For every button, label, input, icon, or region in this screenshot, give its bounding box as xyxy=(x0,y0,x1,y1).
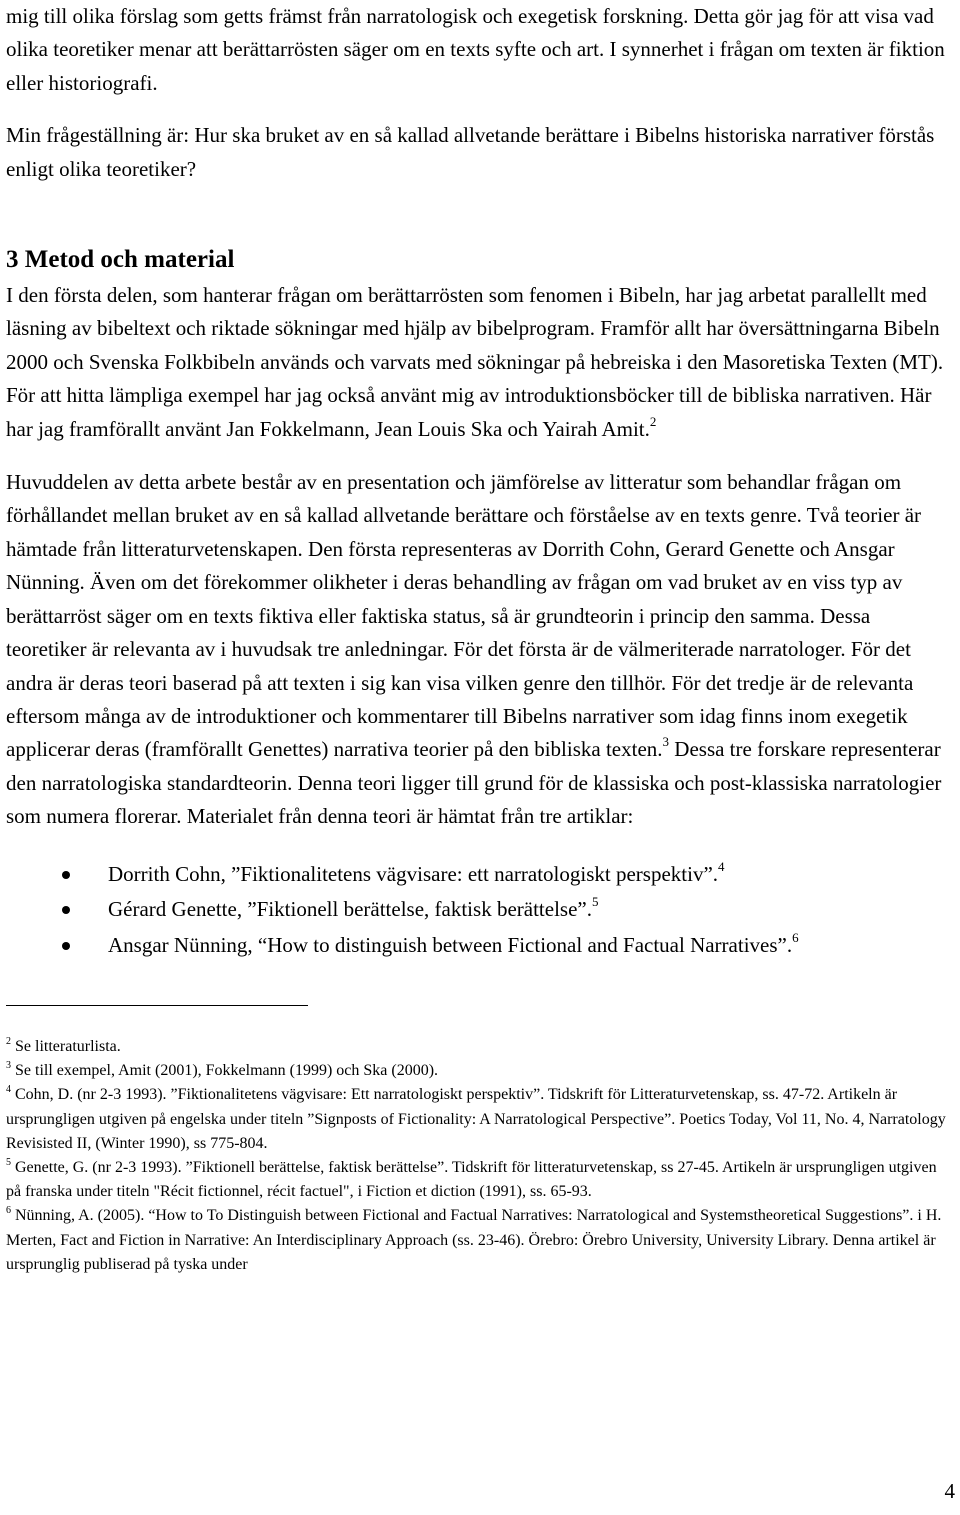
method-paragraph-2-text-a: Huvuddelen av detta arbete består av en presentation och jämförelse av litteratur som behandlar frågan om förhållandet mellan bruket av en så kallad allvetande berättare och förståelse av en texts genre. Två teorier är hämtade från litteraturvetenskapen. Den första representeras av Dorrith Cohn, Gerard Genette och Ansgar Nünning. Även om det förekommer olikheter i deras behandling av frågan om vad bruket av en viss typ av berättarröst säger om en texts fiktiva eller faktiska status, så är grundteorin i princip den samma. Dessa teoretiker är relevanta av i huvudsak tre anledningar. För det första är de välmeriterade narratologer. För det andra är deras teori baserad på att texten i sig kan visa vilken genre den tillhör. För det tredje är de relevanta eftersom många av de introduktioner och kommentarer till Bibelns narrativer som idag finns inom exegetik applicerar deras (framförallt Genettes) narrativa teorier på den bibliska texten. xyxy=(6,470,922,762)
footnotes xyxy=(6,1035,950,1277)
page-number: 4 xyxy=(944,1479,955,1503)
article-list xyxy=(6,857,950,964)
list-item xyxy=(6,857,950,893)
footnote-text: Cohn, D. (nr 2-3 1993). ”Fiktionalitetens vägvisare: Ett narratologiskt perspektiv”. Tidskrift för Litteraturvetenskap, ss. 47-72. Artikeln är ursprungligen utgiven på engelska under titeln ”Signposts of Fictionality: A Narratological Perspective”. Poetics Today, Vol 11, No. 4, Narratology Revisisted II, (Winter 1990), ss 775-804. xyxy=(6,1086,946,1152)
footnote-ref-5[interactable]: 5 xyxy=(591,894,599,910)
footnote-number: 6 xyxy=(6,1205,11,1217)
bullet-icon xyxy=(62,942,70,950)
footnote-text: Se till exempel, Amit (2001), Fokkelmann (1999) och Ska (2000). xyxy=(11,1062,439,1080)
footnote-2 xyxy=(6,1035,950,1059)
research-question-paragraph: Min frågeställning är: Hur ska bruket av en så kallad allvetande berättare i Bibelns historiska narrativer förstås enligt olika teoretiker? xyxy=(6,123,935,181)
footnote-3 xyxy=(6,1059,950,1083)
article-title: Ansgar Nünning, “How to distinguish between Fictional and Factual Narratives”. xyxy=(108,932,793,957)
bullet-icon xyxy=(62,871,70,879)
document-page xyxy=(6,0,950,1277)
article-title: Dorrith Cohn, ”Fiktionalitetens vägvisare: ett narratologiskt perspektiv”. xyxy=(108,861,719,886)
footnote-5 xyxy=(6,1156,950,1204)
footnote-text: Genette, G. (nr 2-3 1993). ”Fiktionell berättelse, faktisk berättelse”. Tidskrift för litteraturvetenskap, ss 27-45. Artikeln är ursprungligen utgiven på franska under titeln "Récit fictionnel, récit factuel", i Fiction et diction (1991), ss. 65-93. xyxy=(6,1159,937,1201)
footnote-number: 2 xyxy=(6,1035,11,1047)
bullet-icon xyxy=(62,906,70,914)
article-title: Gérard Genette, ”Fiktionell berättelse, faktisk berättelse”. xyxy=(108,897,592,922)
footnote-6 xyxy=(6,1204,950,1277)
footnote-4 xyxy=(6,1083,950,1156)
method-paragraph-2 xyxy=(6,466,950,833)
footnote-text: Nünning, A. (2005). “How to To Distinguish between Fictional and Factual Narratives: Narratological and Systemstheoretical Suggestions”. i H. Merten, Fact and Fiction in Narrative: An Interdisciplinary Approach (ss. 23-46). Örebro: Örebro University, University Library. Denna artikel är ursprunglig publiserad på tyska under xyxy=(6,1207,942,1273)
list-item xyxy=(6,928,950,964)
footnote-number: 3 xyxy=(6,1059,11,1071)
method-paragraph-2-text-b: Dessa tre forskare representerar den narratologiska standardteorin. Denna teori ligger till grund för de klassiska och post-klassiska narratologier som numera florerar. Materialet från denna teori är hämtat från tre artiklar: xyxy=(6,737,942,829)
method-paragraph-1-text: I den första delen, som hanterar frågan om berättarrösten som fenomen i Bibeln, har jag arbetat parallellt med läsning av bibeltext och riktade sökningar med hjälp av bibelprogram. Framför allt har översättningarna Bibeln 2000 och Svenska Folkbibeln används och varvats med sökningar på hebreiska i den Masoretiska Texten (MT). För att hitta lämpliga exempel har jag också använt mig av introduktionsböcker till de bibliska narrativen. Här har jag framförallt använt Jan Fokkelmann, Jean Louis Ska och Yairah Amit. xyxy=(6,283,944,441)
main-text xyxy=(6,0,950,963)
method-paragraph-1 xyxy=(6,279,950,446)
footnote-ref-3[interactable]: 3 xyxy=(662,734,670,750)
footnote-ref-6[interactable]: 6 xyxy=(792,929,799,945)
footnote-divider xyxy=(6,1005,308,1006)
footnote-number: 4 xyxy=(6,1084,11,1096)
intro-paragraph: mig till olika förslag som getts främst från narratologisk och exegetisk forskning. Detta gör jag för att visa vad olika teoretiker menar att berättarrösten säger om en texts syfte och art. I synnerhet i frågan om texten är fiktion eller historiografi. xyxy=(6,4,945,95)
list-item xyxy=(6,892,950,928)
section-heading: 3 Metod och material xyxy=(6,246,235,274)
footnote-text: Se litteraturlista. xyxy=(11,1038,121,1056)
footnote-ref-2[interactable]: 2 xyxy=(649,413,657,429)
footnote-number: 5 xyxy=(6,1156,11,1168)
footnote-ref-4[interactable]: 4 xyxy=(718,858,725,874)
